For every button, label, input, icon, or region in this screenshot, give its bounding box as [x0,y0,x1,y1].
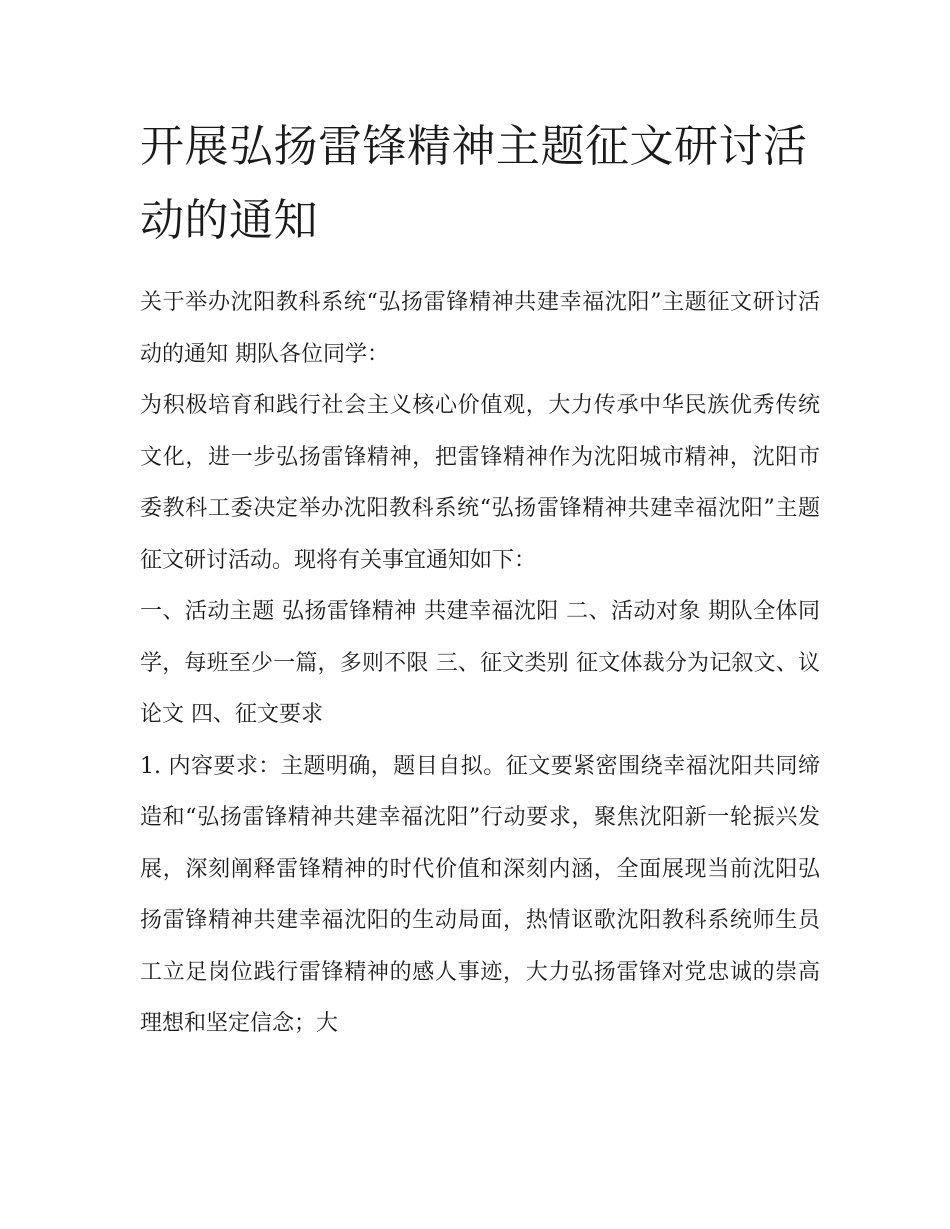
paragraph-background: 为积极培育和践行社会主义核心价值观，大力传承中华民族优秀传统文化，进一步弘扬雷锋精神，把雷锋精神作为沈阳城市精神，沈阳市委教科工委决定举办沈阳教科系统“弘扬雷锋精神共建幸福沈阳”主题征文研讨活动。现将有关事宜通知如下： [140,393,820,573]
paragraph-requirements: 1. 内容要求：主题明确，题目自拟。征文要紧密围绕幸福沈阳共同缔造和“弘扬雷锋精神共建幸福沈阳”行动要求，聚焦沈阳新一轮振兴发展，深刻阐释雷锋精神的时代价值和深刻内涵，全面展现当前沈阳弘扬雷锋精神共建幸福沈阳的生动局面，热情讴歌沈阳教科系统师生员工立足岗位践行雷锋精神的感人事迹，大力弘扬雷锋对党忠诚的崇高理想和坚定信念；大 [140,753,820,1036]
paragraph-intro: 关于举办沈阳教科系统“弘扬雷锋精神共建幸福沈阳”主题征文研讨活动的通知 期队各位同学： [140,290,820,367]
document-title: 开展弘扬雷锋精神主题征文研讨活动的通知 [140,121,808,246]
document-body [140,110,820,1050]
paragraph-sections: 一、活动主题 弘扬雷锋精神 共建幸福沈阳 二、活动对象 期队全体同学，每班至少一篇，多则不限 三、征文类别 征文体裁分为记叙文、议论文 四、征文要求 [140,599,820,727]
